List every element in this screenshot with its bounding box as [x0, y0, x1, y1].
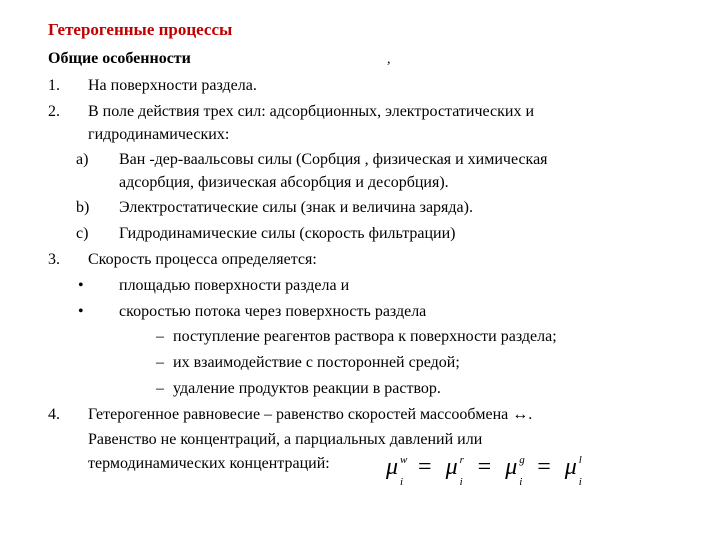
- item-marker: c): [76, 225, 89, 242]
- item-text: Электростатические силы (знак и величина заряда).: [119, 199, 473, 216]
- stray-mark: ,: [387, 52, 391, 67]
- item-text-continued: термодинамических концентраций:: [88, 455, 330, 472]
- formula-term: μ w i: [386, 454, 408, 488]
- item-text: скоростью потока через поверхность раздела: [119, 303, 427, 320]
- subheading: Общие особенности: [48, 50, 191, 67]
- dash-marker: –: [156, 328, 164, 345]
- item-text: Гидродинамические силы (скорость фильтрации): [119, 225, 456, 242]
- item-marker: 1.: [48, 77, 60, 94]
- item-text: удаление продуктов реакции в раствор.: [173, 380, 441, 397]
- item-marker: 4.: [48, 406, 60, 423]
- item-marker: b): [76, 199, 90, 216]
- item-text: На поверхности раздела.: [88, 77, 257, 94]
- bullet-marker: •: [78, 303, 84, 320]
- formula-term: μ l i: [564, 454, 582, 488]
- item-text-continued: гидродинамических:: [88, 126, 230, 143]
- item-text: Гетерогенное равновесие – равенство скоростей массообмена ↔.: [88, 406, 533, 423]
- item-marker: a): [76, 151, 89, 168]
- item-marker: 2.: [48, 103, 60, 120]
- bullet-marker: •: [78, 277, 84, 294]
- dash-marker: –: [156, 380, 164, 397]
- item-text: площадью поверхности раздела и: [119, 277, 350, 294]
- item-text: В поле действия трех сил: адсорбционных, электростатических и: [88, 103, 535, 120]
- formula-term: μ g i: [505, 454, 525, 488]
- dash-marker: –: [156, 354, 164, 371]
- item-text: поступление реагентов раствора к поверхности раздела;: [173, 328, 557, 345]
- item-text: Скорость процесса определяется:: [88, 251, 317, 268]
- item-text: Ван -дер-ваальсовы силы (Сорбция , физическая и химическая: [119, 151, 548, 168]
- item-text-continued: Равенство не концентраций, а парциальных давлений или: [88, 431, 483, 448]
- slide-title: Гетерогенные процессы: [48, 20, 233, 39]
- item-text-continued: адсорбция, физическая абсорбция и десорбция).: [119, 174, 449, 191]
- item-text: их взаимодействие с посторонней средой;: [173, 354, 460, 371]
- item-marker: 3.: [48, 251, 60, 268]
- formula-term: μ r i: [445, 454, 464, 488]
- equilibrium-formula: μ w i = μ r i = μ g i = μ l i: [386, 454, 582, 488]
